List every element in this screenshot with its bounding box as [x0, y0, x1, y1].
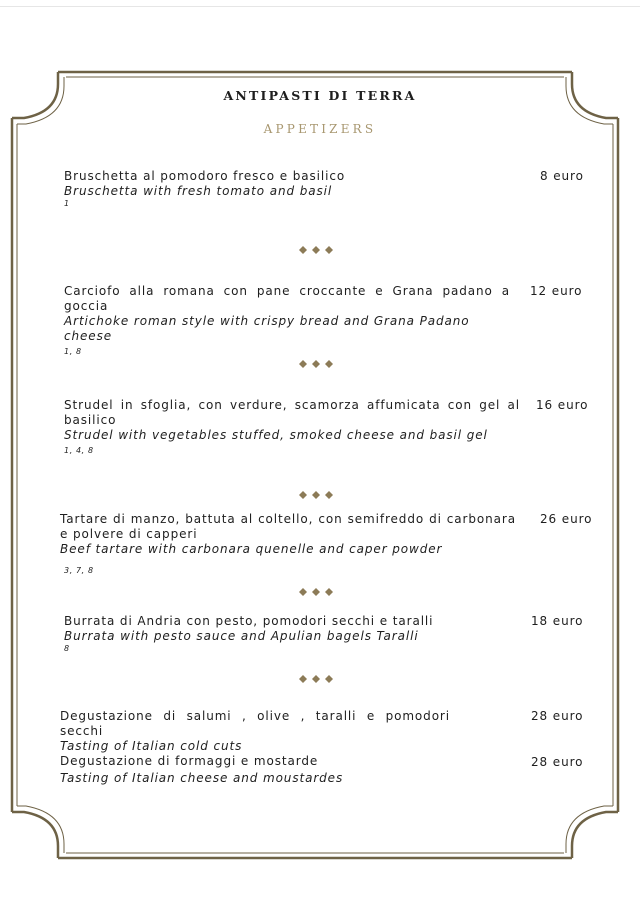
dish-name-english: Beef tartare with carbonara quenelle and caper powder [60, 542, 443, 556]
menu-item [64, 614, 504, 654]
three-diamonds-icon [296, 673, 336, 685]
dish-price: 18 euro [531, 614, 584, 628]
menu-item [64, 284, 510, 357]
menu-item [60, 754, 500, 786]
menu-item [60, 512, 516, 576]
dish-name-italian: Carciofo alla romana con pane croccante e Grana padano a goccia [64, 284, 510, 313]
menu-item [64, 169, 346, 209]
dish-name-italian: Degustazione di salumi , olive , taralli e pomodori secchi [60, 709, 450, 738]
three-diamonds-icon [296, 586, 336, 598]
dish-name-english: Tasting of Italian cold cuts [60, 739, 243, 753]
menu-item [60, 709, 450, 754]
allergen-codes: 1 [64, 199, 70, 208]
allergen-codes: 1, 8 [64, 347, 82, 356]
dish-name-italian: Tartare di manzo, battuta al coltello, con semifreddo di carbonara e polvere di capperi [60, 512, 516, 541]
three-diamonds-icon [296, 244, 336, 256]
dish-name-english: Strudel with vegetables stuffed, smoked cheese and basil gel [64, 428, 488, 442]
dish-price: 26 euro [540, 512, 593, 526]
dish-name-english: Burrata with pesto sauce and Apulian bagels Taralli [64, 629, 419, 643]
dish-price: 16 euro [536, 398, 589, 412]
dish-name-italian: Degustazione di formaggi e mostarde [60, 754, 319, 768]
dish-name-italian: Strudel in sfoglia, con verdure, scamorza affumicata con gel al basilico [64, 398, 520, 427]
dish-price: 8 euro [540, 169, 584, 183]
dish-name-italian: Burrata di Andria con pesto, pomodori secchi e taralli [64, 614, 434, 628]
allergen-codes: 3, 7, 8 [64, 566, 94, 575]
three-diamonds-icon [296, 358, 336, 370]
section-subtitle: APPETIZERS [263, 122, 377, 136]
allergen-codes: 1, 4, 8 [64, 446, 94, 455]
allergen-codes: 8 [64, 644, 70, 653]
section-title: ANTIPASTI DI TERRA [223, 88, 417, 103]
menu-item [64, 398, 520, 456]
dish-price: 12 euro [530, 284, 583, 298]
dish-name-english: Bruschetta with fresh tomato and basil [64, 184, 333, 198]
dish-name-english: Artichoke roman style with crispy bread and Grana Padano cheese [64, 314, 470, 343]
dish-name-italian: Bruschetta al pomodoro fresco e basilico [64, 169, 346, 183]
dish-price: 28 euro [531, 755, 584, 769]
dish-name-english: Tasting of Italian cheese and moustardes [60, 771, 344, 785]
dish-price: 28 euro [531, 709, 584, 723]
three-diamonds-icon [296, 489, 336, 501]
